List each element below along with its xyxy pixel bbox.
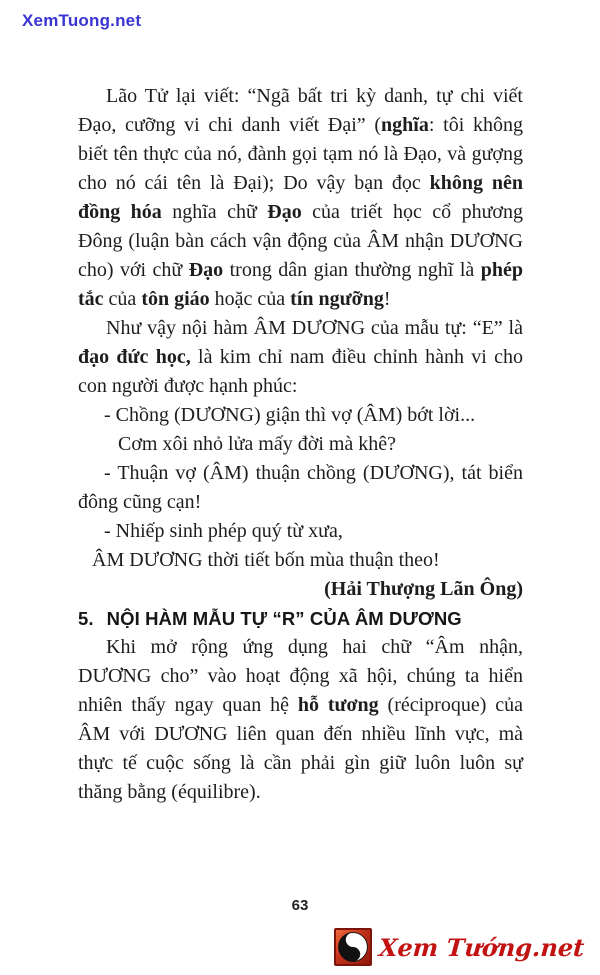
text-run: là kim chỉ nam điều chỉnh hành vi cho con người được hạnh phúc: — [78, 346, 524, 397]
bold-text-run: Đạo — [188, 259, 224, 281]
bold-text-run: phép tắc — [78, 259, 523, 310]
text-run: - Thuận vợ (ÂM) thuận chồng (DƯƠNG), tát biển đông cũng cạn! — [78, 462, 523, 513]
verse-line — [78, 459, 523, 517]
section-heading — [78, 604, 523, 633]
text-run: (réciproque) của ÂM với DƯƠNG liên quan đến nhiều lĩnh vực, mà thực tế cuộc sống là cần phải gìn giữ luôn luôn sự thăng bằng (équilibre). — [78, 694, 523, 803]
header-site-link[interactable]: XemTuong.net — [22, 11, 142, 30]
verse-attribution — [78, 575, 523, 604]
paragraph — [78, 633, 523, 807]
bold-text-run: đạo đức học, — [78, 346, 191, 368]
text-run: NỘI HÀM MẪU TỰ “R” CỦA ÂM DƯƠNG — [106, 608, 462, 629]
heading-text — [107, 604, 462, 633]
text-run: Lão Tử lại viết: “Ngã bất tri kỳ danh, tự chi viết Đạo, cưỡng vi chi danh viết Đại” ( — [78, 85, 523, 136]
text-run: của — [103, 288, 142, 310]
bold-text-run: hỗ tương — [297, 694, 379, 716]
paragraph — [78, 314, 523, 401]
text-run: Cơm xôi nhỏ lửa mấy đời mà khê? — [118, 433, 397, 455]
page-number: 63 — [291, 897, 309, 914]
verse-line — [78, 401, 523, 430]
site-logo-text: Xem Tướng.net — [377, 932, 586, 962]
bold-text-run: (Hải Thượng Lãn Ông) — [324, 578, 523, 600]
bold-text-run: tín ngưỡng — [290, 288, 384, 310]
text-run: ÂM DƯƠNG thời tiết bốn mùa thuận theo! — [92, 549, 440, 571]
verse-line — [78, 430, 523, 459]
text-run: Như vậy nội hàm ÂM DƯƠNG của mẫu tự: “E” là — [106, 317, 523, 339]
yin-yang-icon — [334, 928, 372, 966]
bold-text-run: tôn giáo — [141, 288, 210, 310]
text-run: nghĩa chữ — [161, 201, 268, 223]
text-run: - Chồng (DƯƠNG) giận thì vợ (ÂM) bớt lời... — [104, 404, 476, 426]
text-run: : tôi không biết tên thực của nó, đành gọi tạm nó là Đạo, và gượng cho nó cái tên là Đại); Do vậy bạn đọc — [78, 114, 524, 194]
page-content — [78, 82, 523, 807]
bold-text-run: Đạo — [267, 201, 302, 223]
text-run: ! — [383, 288, 391, 310]
text-run: Khi mở rộng ứng dụng hai chữ “Âm nhận, DƯƠNG cho” vào hoạt động xã hội, chúng ta hiển nhiên thấy ngay quan hệ — [78, 636, 523, 716]
bold-text-run: không nên đồng hóa — [78, 172, 523, 223]
paragraph — [78, 82, 523, 314]
text-run: của triết học cổ phương Đông (luận bàn cách vận động của ÂM nhận DƯƠNG cho) với chữ — [78, 201, 524, 281]
verse-line — [78, 546, 523, 575]
text-run: trong dân gian thường nghĩ là — [223, 259, 481, 281]
text-run: - Nhiếp sinh phép quý từ xưa, — [104, 520, 343, 542]
verse-line — [78, 517, 523, 546]
site-logo[interactable] — [334, 928, 584, 966]
text-run: hoặc của — [209, 288, 291, 310]
heading-number: 5. — [78, 608, 94, 629]
bold-text-run: nghĩa — [381, 114, 429, 136]
